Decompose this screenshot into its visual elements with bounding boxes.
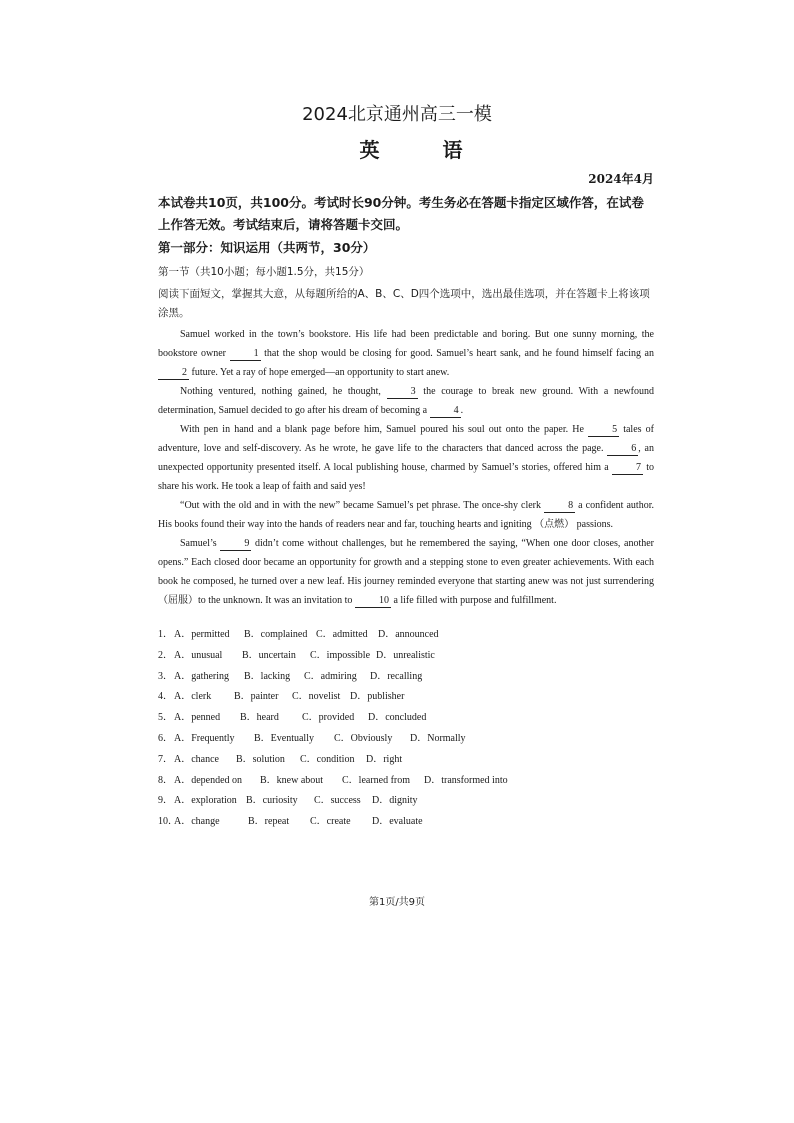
- cloze-blank: 5: [588, 424, 619, 437]
- page-footer: 第1页/共9页: [368, 897, 426, 908]
- question-row: [158, 791, 654, 812]
- answer-option: B．knew about: [260, 774, 324, 786]
- cloze-blank: 3: [387, 386, 418, 399]
- question-number: 2．: [158, 649, 173, 661]
- answer-option: A．clerk: [174, 691, 212, 703]
- passage-text: a life filled with purpose and fulfillment.: [390, 595, 557, 606]
- question-number: 1．: [158, 629, 173, 640]
- answer-option: B．painter: [234, 691, 279, 703]
- passage-text: tales of adventure, love and self-discovery. As he wrote, he gave life to the characters that danced across the page.: [158, 424, 655, 454]
- passage-paragraph: [158, 382, 654, 420]
- question-row: [158, 771, 654, 792]
- answer-option: B．heard: [240, 712, 279, 724]
- answer-option: A．gathering: [174, 670, 229, 682]
- answer-option: C．admitted: [316, 629, 368, 640]
- passage-text: Samuel’s: [180, 538, 221, 549]
- question-number: 4．: [158, 691, 173, 703]
- passage-text: didn’t come without challenges, but he remembered the saying, “When one door closes, another opens.” Each closed door became an opportunity for growth and a stepping stone to even greater achievements. With each book he composed, he turned over a new leaf. His journey reminded everyone that starting anew was not just surrendering（屈服）to the unknown. It was an invitation to: [158, 538, 654, 606]
- exam-date: 2024年4月: [588, 172, 654, 186]
- answer-option: D．transformed into: [424, 774, 508, 786]
- question-row: [158, 729, 654, 750]
- passage-paragraph: [158, 325, 654, 382]
- answer-option: D．announced: [378, 629, 439, 640]
- question-number: 3．: [158, 670, 173, 682]
- answer-option: D．concluded: [368, 712, 427, 724]
- passage-text: that the shop would be closing for good. Samuel’s heart sank, and he found himself facing an: [260, 348, 654, 359]
- answer-option: B．complained: [244, 629, 308, 640]
- question-row: [158, 687, 654, 708]
- question-row: [158, 646, 654, 667]
- question-number: 10．: [158, 816, 178, 828]
- passage-text: Samuel worked in the town’s bookstore. His life had been predictable and boring. But one sunny morning, the bookstore owner: [158, 329, 654, 359]
- passage-text: future. Yet a ray of hope emerged—an opportunity to start anew.: [189, 367, 450, 378]
- passage-paragraph: [158, 496, 654, 534]
- answer-option: C．condition: [300, 753, 355, 765]
- cloze-passage: [158, 325, 654, 610]
- answer-option: B．solution: [236, 753, 285, 765]
- directions-text: 阅读下面短文，掌握其大意，从每题所给的A、B、C、D四个选项中，选出最佳选项，并在答题卡上将该项涂黑。: [158, 288, 650, 319]
- answer-option: B．repeat: [248, 816, 290, 828]
- subject-title: 英 语: [359, 138, 491, 162]
- answer-option: D．publisher: [350, 691, 405, 703]
- question-number: 7．: [158, 753, 173, 765]
- passage-text: “Out with the old and in with the new” became Samuel’s pet phrase. The once-shy clerk: [180, 500, 545, 511]
- answer-option: D．unrealistic: [376, 649, 435, 661]
- part-heading: 第一部分：知识运用（共两节，30分）: [158, 240, 376, 255]
- passage-text: the courage to break new ground. With a newfound determination, Samuel decided to go after his dream of becoming a: [158, 386, 654, 416]
- answer-option: C．novelist: [292, 691, 341, 703]
- cloze-blank: 2: [158, 367, 189, 380]
- cloze-blank: 8: [544, 500, 575, 513]
- cloze-blank: 6: [607, 443, 638, 456]
- answer-option: B．curiosity: [246, 795, 298, 807]
- answer-option: C．create: [310, 816, 351, 828]
- question-number: 9．: [158, 795, 173, 807]
- question-number: 8．: [158, 774, 173, 786]
- answer-option: A．penned: [174, 712, 221, 724]
- exam-title: 2024北京通州高三一模: [302, 104, 492, 125]
- cloze-blank: 10: [355, 595, 391, 608]
- answer-option: D．right: [366, 753, 403, 765]
- passage-text: a confident author. His books found their way into the hands of readers near and far, touching hearts and igniting （点燃） passions.: [158, 500, 654, 530]
- passage-text: .: [460, 405, 464, 416]
- answer-option: D．recalling: [370, 670, 423, 682]
- question-row: [158, 708, 654, 729]
- answer-option: A．change: [174, 816, 220, 828]
- answer-option: A．unusual: [174, 649, 223, 661]
- cloze-blank: 9: [220, 538, 251, 551]
- question-options: [158, 625, 654, 833]
- passage-text: With pen in hand and a blank page before him, Samuel poured his soul out onto the paper. He: [180, 424, 589, 435]
- answer-option: C．admiring: [304, 670, 357, 682]
- cloze-blank: 4: [430, 405, 461, 418]
- answer-option: C．provided: [302, 712, 355, 724]
- question-row: [158, 812, 654, 833]
- answer-option: C．Obviously: [334, 732, 393, 744]
- exam-notice: 本试卷共10页，共100分。考试时长90分钟。考生务必在答题卡指定区域作答，在试卷上作答无效。考试结束后，请将答题卡交回。: [158, 195, 644, 232]
- answer-option: C．learned from: [342, 774, 411, 786]
- answer-option: B．uncertain: [242, 649, 296, 661]
- answer-option: A．exploration: [174, 795, 237, 807]
- answer-option: C．success: [314, 795, 361, 807]
- cloze-blank: 1: [230, 348, 261, 361]
- passage-text: to share his work. He took a leap of faith and said yes!: [158, 462, 654, 492]
- answer-option: B．lacking: [244, 670, 291, 682]
- question-number: 5．: [158, 712, 173, 724]
- answer-option: B．Eventually: [254, 732, 314, 744]
- answer-option: D．Normally: [410, 732, 466, 744]
- passage-text: , an unexpected opportunity presented itself. A local publishing house, charmed by Samuel’s stories, offered him a: [158, 443, 654, 473]
- question-row: [158, 667, 654, 688]
- section-heading: 第一节（共10小题；每小题1.5分，共15分）: [158, 266, 370, 278]
- answer-option: A．permitted: [174, 629, 230, 640]
- passage-paragraph: [158, 420, 654, 496]
- answer-option: A．depended on: [174, 774, 243, 786]
- answer-option: D．dignity: [372, 795, 418, 807]
- question-number: 6．: [158, 732, 173, 744]
- passage-text: Nothing ventured, nothing gained, he thought,: [180, 386, 387, 397]
- answer-option: C．impossible: [310, 649, 371, 661]
- passage-paragraph: [158, 534, 654, 610]
- answer-option: A．Frequently: [174, 732, 235, 744]
- answer-option: D．evaluate: [372, 816, 423, 828]
- answer-option: A．chance: [174, 753, 219, 765]
- question-row: [158, 750, 654, 771]
- question-row: [158, 625, 654, 646]
- cloze-blank: 7: [612, 462, 643, 475]
